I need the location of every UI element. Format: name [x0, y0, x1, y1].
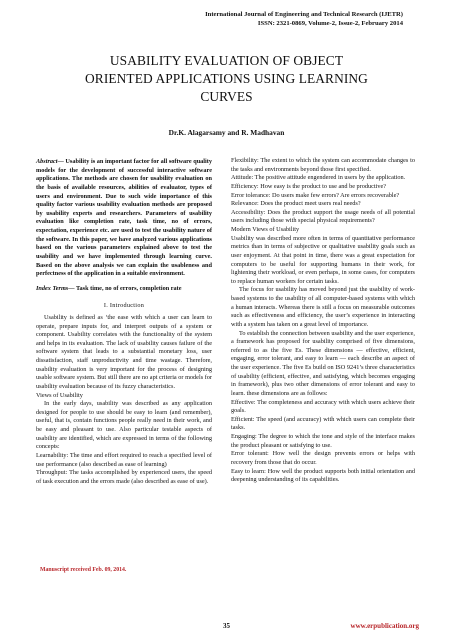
- journal-issn: ISSN: 2321-0869, Volume-2, Issue-2, February 2014: [257, 19, 403, 27]
- abstract-label: Abstract: [36, 158, 58, 165]
- body-paragraph: Attitude: The positive attitude engendered in users by the application.: [231, 174, 406, 182]
- body-paragraph: Flexibility: The extent to which the system can accommodate changes to the tasks and environments beyond those first specified.: [231, 157, 415, 173]
- body-paragraph: Effective: The completeness and accuracy with which users achieve their goals.: [231, 398, 415, 415]
- abstract: [36, 158, 212, 279]
- body-paragraph: Usability is defined as ‘the ease with which a user can learn to operate, prepare inputs for, and interpret outputs of a system or component. Usability correlates with the functionality of the system and helps in its evaluation. The lack of usability causes failure of the software system that leads to a substantial monetary loss, user dissatisfaction, staff unproductivity and time wastage. Therefore, usability evaluation is very important for the process of designing usable software system. But still there are no apt criteria or models for usability evaluation because of its fuzzy characteristics.: [36, 313, 212, 390]
- index-terms-label: Index Terms: [36, 284, 69, 292]
- paper-title: [40, 52, 413, 105]
- body-paragraph: Efficient: The speed (and accuracy) with which users can complete their tasks.: [231, 415, 415, 432]
- title-line: CURVES: [200, 88, 253, 104]
- website-link[interactable]: www.erpublication.org: [350, 622, 419, 630]
- body-paragraph: In the early days, usability was described as any application designed for people to use should be easy to learn (and remember), useful, that is, contain functions people really need in their work, and be easy and pleasant to use. Also particular testable aspects of usability are identified, which are expressed in terms of the following concepts:: [36, 400, 212, 451]
- section-heading: I. Introduction: [103, 302, 145, 310]
- body-paragraph: Usability was described more often in terms of quantitative performance metrics than in terms of subjective or qualitative usability goals such as user enjoyment. At that point in time, there was a great expectation for computers to be useful for supporting humans in their work, for lightening their workload, or even perhaps, in some cases, for computers to replace human workers for certain tasks.: [231, 234, 415, 285]
- right-body: [231, 157, 415, 485]
- left-column: [36, 158, 212, 486]
- paper-authors: Dr.K. Alagarsamy and R. Madhavan: [168, 128, 285, 137]
- journal-name: International Journal of Engineering and Technical Research (IJETR): [205, 11, 403, 18]
- body-paragraph: Throughput: The tasks accomplished by experienced users, the speed of task execution and the errors made (also described as ease of use).: [36, 469, 212, 485]
- body-paragraph: Easy to learn: How well the product supports both initial orientation and deepening understanding of its capabilities.: [231, 467, 415, 484]
- index-terms: [36, 285, 212, 294]
- journal-header: [205, 11, 403, 29]
- right-column: [231, 157, 415, 485]
- page-number: 35: [223, 622, 230, 630]
- title-line: ORIENTED APPLICATIONS USING LEARNING: [85, 70, 368, 86]
- body-paragraph: Views of Usability: [36, 391, 83, 399]
- body-paragraph: Error tolerant: How well the design prevents errors or helps with recovery from those that do occur.: [231, 450, 415, 466]
- body-paragraph: Modern Views of Usability: [231, 226, 300, 233]
- body-paragraph: To establish the connection between usability and the user experience, a framework has proposed for usability comprised of five dimensions, referred to as the five Es. These dimensions — effective, efficient, engaging, error tolerant, and easy to learn — each describe an aspect of the user experience. The five Es build on ISO 9241’s three characteristics of usability (efficient, effective, and satisfying, which becomes engaging in framework), plus two other dimensions of error tolerant and easy to learn. these dimensions are as follows:: [231, 329, 415, 397]
- index-terms-text: — Task time, no of errors, completion rate: [68, 284, 182, 292]
- body-paragraph: The focus for usability has moved beyond just the usability of work-based systems to the usability of all computer-based systems with which a human interacts. Whereas there is still a focus on measurable outcomes such as effectiveness and efficiency, the user’s experience in interacting with a system has taken on a great level of importance.: [231, 286, 415, 328]
- manuscript-note: Manuscript received Feb. 09, 2014.: [40, 567, 127, 573]
- body-paragraph: Accessibility: Does the product support the usage needs of all potential users including those with special physical requirements?: [231, 208, 415, 225]
- body-paragraph: Relevance: Does the product meet users real needs?: [231, 200, 361, 208]
- body-paragraph: Efficiency: How easy is the product to use and be productive?: [231, 182, 387, 190]
- left-body: [36, 314, 212, 487]
- abstract-text: — Usability is an important factor for all software quality models for the development of successful interactive software applications. The methods are chosen for usability evaluation on the basis of available resources, abilities of evaluator, types of users and environment. Due to such wide importance of this quality factor various usability evaluation methods are proposed by usability experts and researchers. Parameters of usability evaluation like completion rate, task time, no of errors, expectation, experience etc. are used to test the usability nature of the software. In this paper, we have analyzed various applications based on the various parameters explained above to test the usability and we have implemented through learning curve. Based on the above analysis we can explain the usableness and perfectness of the application in a suitable environment.: [36, 158, 212, 278]
- body-paragraph: Error tolerance: Do users make few errors? Are errors recoverable?: [231, 191, 400, 199]
- title-line: USABILITY EVALUATION OF OBJECT: [109, 53, 344, 68]
- body-paragraph: Learnability: The time and effort required to reach a specified level of use performance (also described as ease of learning): [36, 451, 212, 468]
- body-paragraph: Engaging: The degree to which the tone and style of the interface makes the product pleasant or satisfying to use.: [231, 433, 415, 449]
